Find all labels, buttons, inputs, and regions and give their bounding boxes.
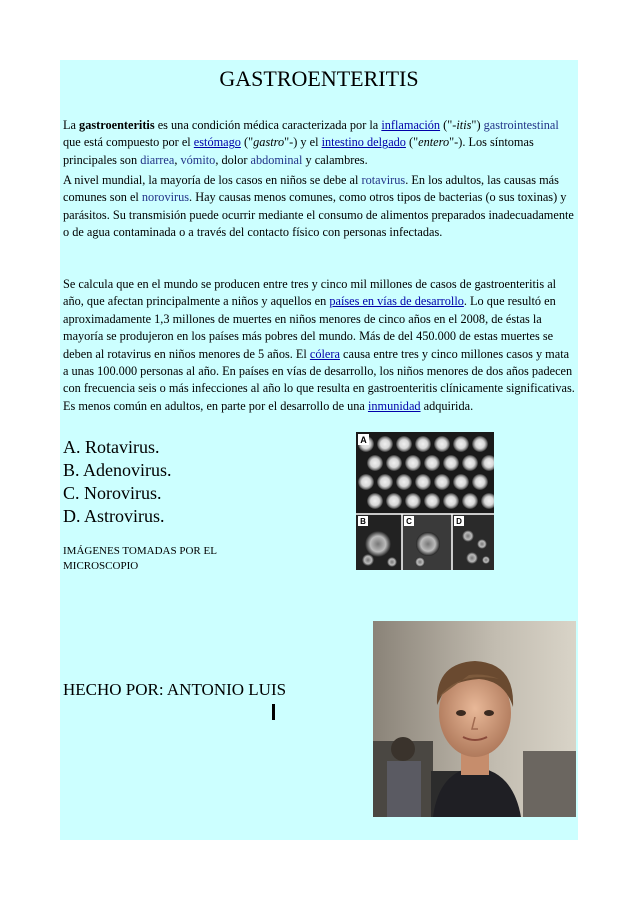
micro-label-b: B [360,517,366,526]
virus-list-item: A. Rotavirus. [63,437,160,457]
virus-list-item: B. Adenovirus. [63,460,172,480]
text-run: Se calcula que en el mundo se producen entre tres y cinco mil millones de casos de gastroenteritis al año, que afectan principalmente a niños y aquellos en [63,277,557,309]
paragraph-definition [63,117,575,169]
text-run: "-). Los síntomas principales son [63,135,534,167]
link-inmunidad[interactable]: inmunidad [367,398,421,413]
image-caption: IMÁGENES TOMADAS POR EL MICROSCOPIO [63,545,217,572]
micro-label-a: A [360,435,367,445]
micro-label-c: C [406,517,412,526]
link-inflamación[interactable]: inflamación [381,118,441,132]
micro-label-d: D [456,517,462,526]
text-run: . En los adultos, las causas más comunes son el [63,173,559,205]
text-run: causa entre tres y cinco millones casos y mata a unas 100.000 personas al año. En países en vías de desarrollo, los niños menores de dos años padecen con frecuencia seis o más infecciones al año lo que resulta en gastroenteritis clínicamente significativas. Es menos común en adultos, en parte por el desarrollo de una [63,346,575,413]
italic-text: gastro [253,135,285,150]
text-cursor [272,704,275,720]
virus-list-item: D. Astrovirus. [63,506,165,526]
term-diarrea: diarrea [140,152,175,167]
text-run: "-) y el [284,135,322,150]
bold-term: gastroenteritis [79,118,155,132]
text-run: La [63,118,80,132]
term-vómito: vómito [180,152,216,167]
text-run: A nivel mundial, la mayoría de los casos en niños se debe al [63,173,362,187]
paragraph-statistics [63,276,575,415]
microscope-image [356,432,494,570]
term-norovirus: norovirus [141,190,190,205]
link-cólera[interactable]: cólera [309,346,340,361]
text-run: ") [471,118,484,132]
link-países-en-vías-de-desarrollo[interactable]: países en vías de desarrollo [329,294,464,309]
author-credit: HECHO POR: ANTONIO LUIS [63,680,287,699]
text-run: adquirida. [420,398,474,413]
text-run: . Hay causas menos comunes, como otros tipos de bacterias (o sus toxinas) y parásitos. Su transmisión puede ocurrir mediante el consumo de alimentos preparados inadecuadamente o de agua contaminada o a través del contacto físico con personas infectadas. [63,190,574,240]
text-run: que está compuesto por el [63,135,194,150]
term-rotavirus: rotavirus [361,173,406,187]
text-run: (" [440,118,453,132]
text-run: (" [405,135,419,150]
document-page [60,60,578,840]
link-estómago[interactable]: estómago [193,135,241,150]
term-gastrointestinal: gastrointestinal [483,118,559,132]
text-run: . Lo que resultó en aproximadamente 1,3 millones de muertes en niños menores de cinco años en el 2008, de éstas la mayoría se produjeron en los países más pobres del mundo. Más de del 450.000 de estas muertes se deben al rotavirus en niños menores de 5 años. El [63,294,556,361]
virus-list [63,436,172,528]
text-run: , [174,152,181,167]
author-photo [373,621,576,817]
term-abdominal: abdominal [250,152,303,167]
virus-list-item: C. Norovirus. [63,483,162,503]
italic-text: -itis [452,118,472,132]
text-run: (" [240,135,254,150]
italic-text: entero [418,135,450,150]
text-run: , dolor [215,152,251,167]
paragraph-causes [63,172,575,242]
page-title: GASTROENTERITIS [219,66,419,91]
link-intestino-delgado[interactable]: intestino delgado [321,135,406,150]
text-run: es una condición médica caracterizada por la [154,118,382,132]
text-run: y calambres. [302,152,368,167]
